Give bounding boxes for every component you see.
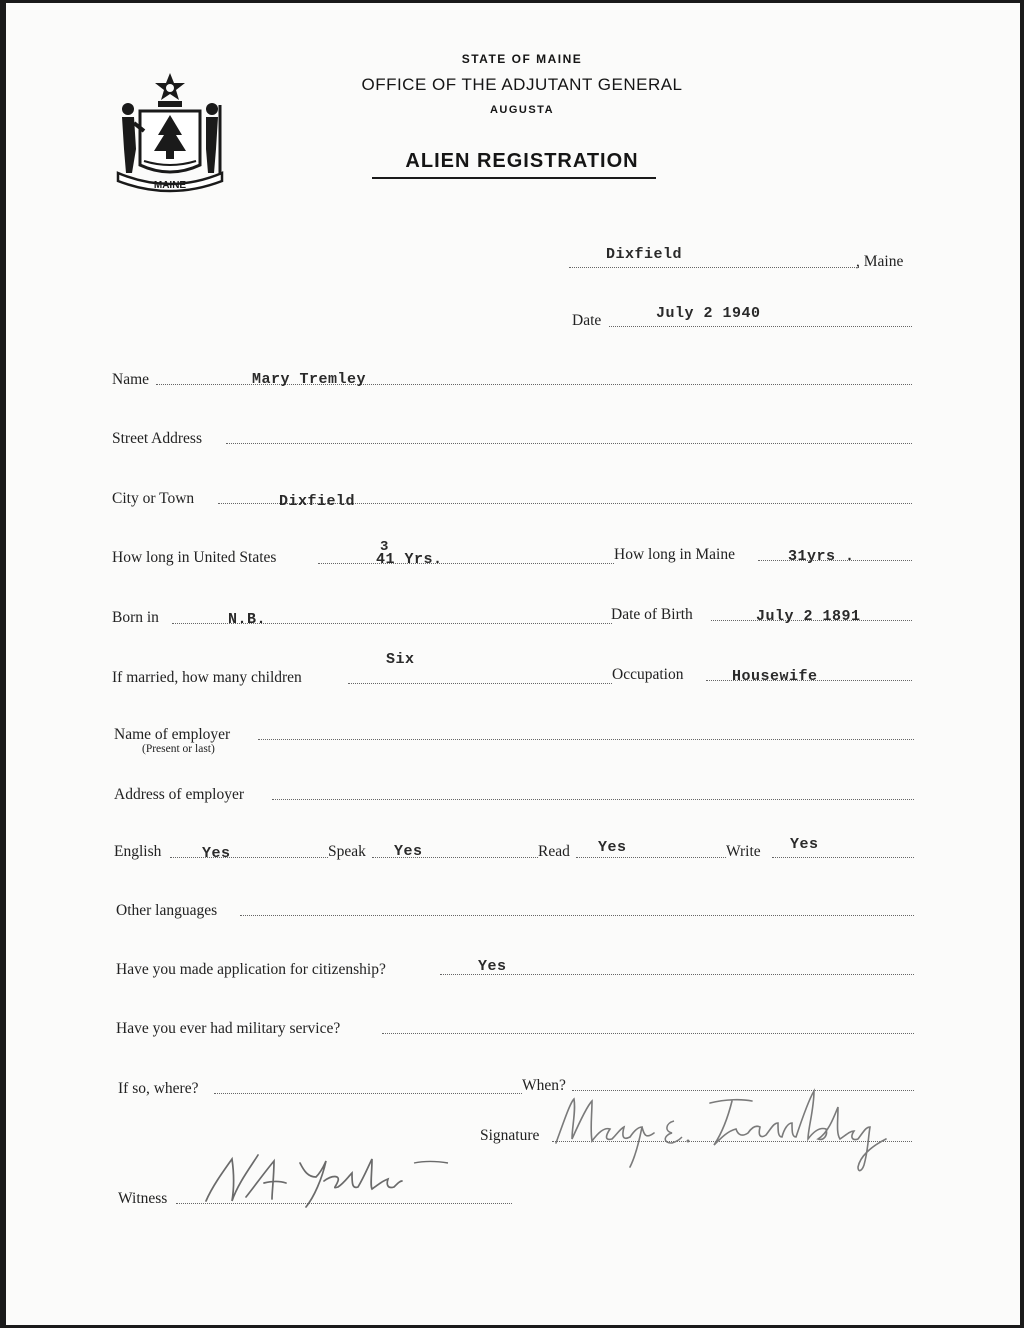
signature-label: Signature [480,1127,540,1144]
children-label: If married, how many children [112,669,302,686]
name-label: Name [112,371,150,388]
witness-signature [192,1143,482,1213]
when-label: When? [522,1077,566,1094]
name-value: Mary Tremley [252,371,367,388]
city-label: City or Town [112,490,195,507]
born-in-label: Born in [112,609,159,626]
military-label: Have you ever had military service? [116,1020,341,1037]
other-languages-label: Other languages [116,902,218,919]
speak-label: Speak [328,843,366,860]
date-label: Date [572,312,602,329]
how-long-us-label: How long in United States [112,549,277,566]
witness-label: Witness [118,1190,168,1207]
citizenship-value: Yes [478,958,507,975]
place-suffix: , Maine [856,253,904,270]
title-underline [372,177,656,179]
dob-label: Date of Birth [611,606,693,623]
svg-text:MAINE: MAINE [153,180,187,191]
write-label: Write [726,843,761,860]
form-title: ALIEN REGISTRATION [405,150,639,172]
employer-name-sublabel: (Present or last) [142,743,215,755]
occupation-value: Housewife [732,668,818,685]
date-value: July 2 1940 [656,305,761,322]
header-office: OFFICE OF THE ADJUTANT GENERAL [361,75,683,94]
where-label: If so, where? [118,1080,199,1097]
street-address-label: Street Address [112,430,202,447]
dob-value: July 2 1891 [756,608,861,625]
children-value: Six [386,651,415,668]
citizenship-label: Have you made application for citizenship? [116,961,386,978]
how-long-us-value: 41 Yrs. [376,551,443,568]
header-city: AUGUSTA [489,104,555,116]
speak-value: Yes [394,843,423,860]
alien-registration-form [6,3,1020,1325]
english-label: English [114,843,162,860]
how-long-maine-label: How long in Maine [614,546,735,563]
english-value: Yes [202,845,231,862]
city-value: Dixfield [279,493,356,510]
applicant-signature [546,1081,926,1173]
write-value: Yes [790,836,819,853]
read-value: Yes [598,839,627,856]
read-label: Read [538,843,570,860]
occupation-label: Occupation [612,666,684,683]
place-value: Dixfield [606,246,683,263]
how-long-maine-value: 31yrs . [788,548,855,565]
employer-address-label: Address of employer [114,786,244,803]
employer-name-label: Name of employer [114,726,231,743]
how-long-us-correction: 3 [380,539,389,555]
born-in-value: N.B. [228,611,267,628]
header-state: STATE OF MAINE [461,52,583,66]
